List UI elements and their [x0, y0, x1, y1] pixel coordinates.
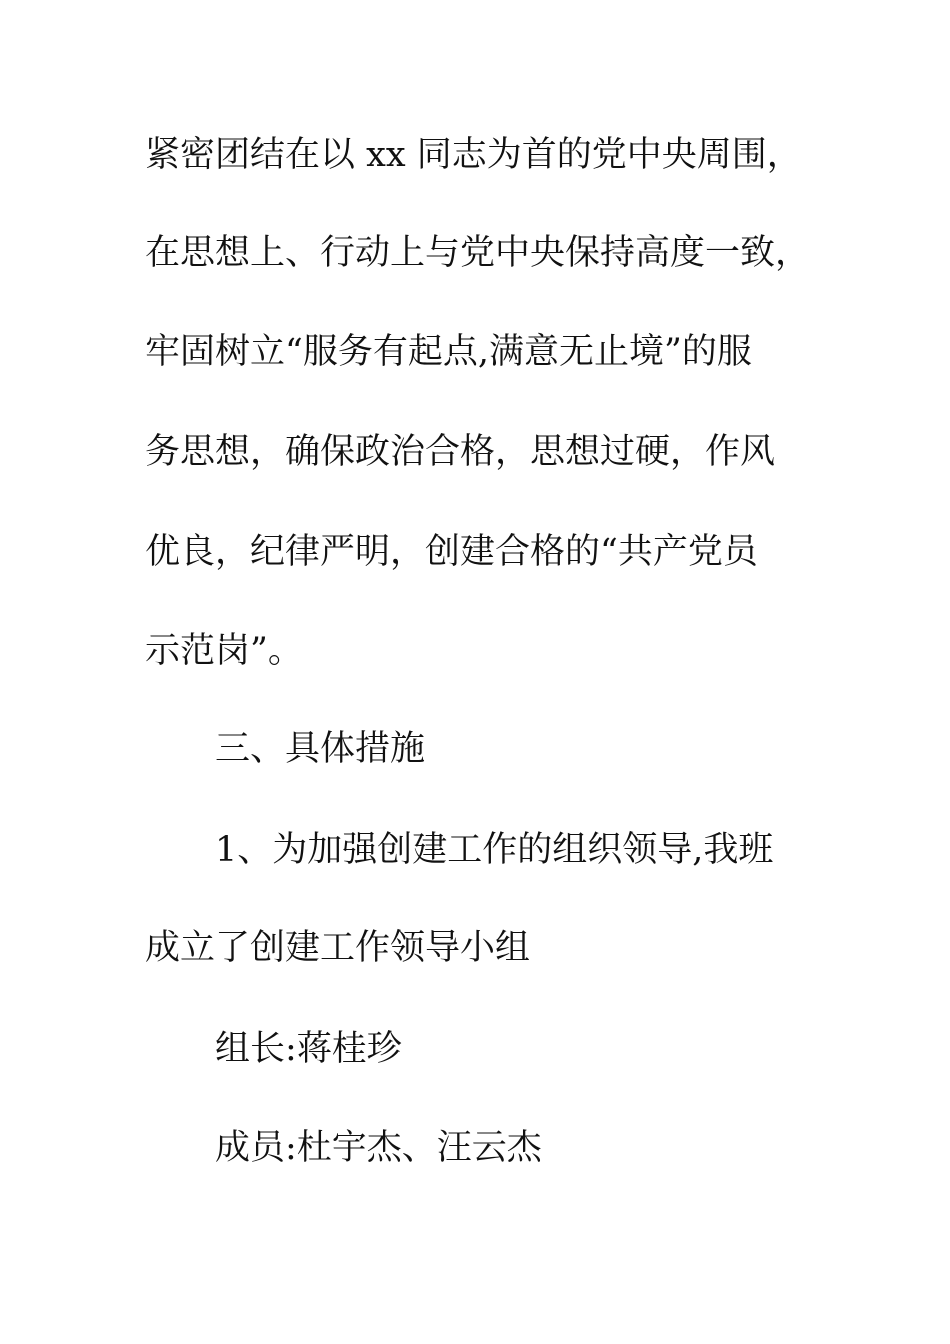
paragraph-line-6: 示范岗”。 [145, 631, 303, 671]
paragraph-line-3: 牢固树立“服务有起点,满意无止境”的服 [145, 332, 752, 372]
group-members-line: 成员:杜宇杰、汪云杰 [215, 1128, 542, 1168]
section-heading: 三、具体措施 [215, 729, 426, 769]
paragraph-line-4: 务思想，确保政治合格，思想过硬，作风 [145, 432, 776, 472]
paragraph-line-5: 优良，纪律严明，创建合格的“共产党员 [145, 532, 758, 572]
measure-line-2: 成立了创建工作领导小组 [145, 928, 531, 968]
group-leader-line: 组长:蒋桂珍 [215, 1029, 402, 1069]
measure-line-1: 1、为加强创建工作的组织领导,我班 [215, 830, 774, 870]
paragraph-line-1: 紧密团结在以 xx 同志为首的党中央周围， [145, 135, 802, 175]
paragraph-line-2: 在思想上、行动上与党中央保持高度一致， [145, 233, 811, 273]
